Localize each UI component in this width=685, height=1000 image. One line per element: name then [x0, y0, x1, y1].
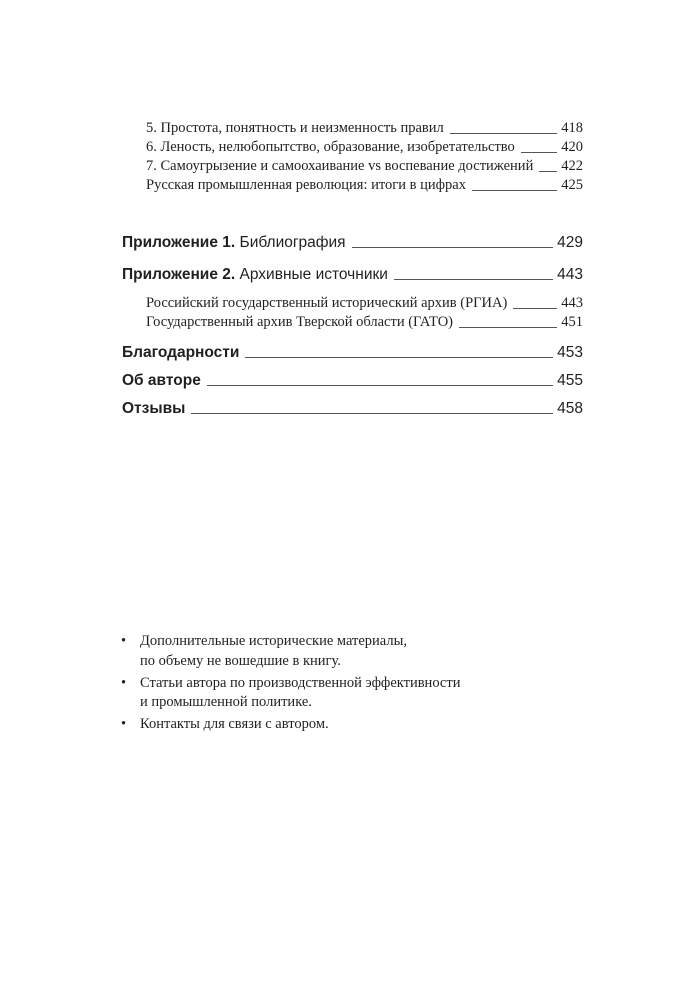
- list-item: [121, 674, 581, 713]
- bullet-icon: •: [121, 716, 127, 732]
- toc-page-number: 443: [557, 266, 583, 283]
- toc-entry-title: Об авторе: [122, 372, 201, 389]
- bullet-list: [121, 632, 581, 737]
- list-item: [121, 632, 581, 671]
- bullet-icon: •: [121, 633, 127, 649]
- toc-page-number: 420: [561, 139, 583, 155]
- list-item-line: Контакты для связи с автором.: [140, 716, 329, 732]
- dot-leader: [513, 308, 557, 309]
- appendix-label: Архивные источники: [239, 266, 388, 283]
- dot-leader: [191, 413, 553, 414]
- dot-leader: [521, 152, 557, 153]
- toc-appendix-1: [122, 232, 583, 252]
- list-item-line: по объему не вошедшие в книгу.: [140, 652, 341, 669]
- toc-entry-title: Российский государственный исторический архив (РГИА): [146, 295, 508, 311]
- dot-leader: [207, 385, 553, 386]
- dot-leader: [472, 190, 557, 191]
- toc-entry-title: Благодарности: [122, 344, 240, 361]
- appendix-label-bold: Приложение 1.: [122, 234, 236, 251]
- dot-leader: [539, 171, 557, 172]
- toc-page-number: 425: [561, 177, 583, 193]
- bullet-icon: •: [121, 674, 127, 691]
- toc-entry-title: Русская промышленная революция: итоги в цифрах: [146, 177, 466, 193]
- toc-entry: [146, 137, 583, 156]
- toc-page-number: 443: [561, 295, 583, 311]
- list-item: [121, 715, 581, 735]
- toc-page-number: 418: [561, 120, 583, 136]
- toc-entry-title: 5. Простота, понятность и неизменность правил: [146, 120, 444, 136]
- list-item-line: Статьи автора по производственной эффективности: [140, 674, 461, 691]
- toc-entry: [146, 118, 583, 137]
- list-item-line: и промышленной политике.: [140, 694, 312, 710]
- toc-entry-title: 6. Леность, нелюбопытство, образование, изобретательство: [146, 139, 515, 155]
- toc-reviews: [122, 398, 583, 418]
- toc-page-number: 429: [557, 234, 583, 251]
- dot-leader: [245, 357, 553, 358]
- toc-about-author: [122, 370, 583, 390]
- toc-acknowledgements: [122, 342, 583, 362]
- toc-entry-title: 7. Самоугрызение и самоохаивание vs воспевание достижений: [146, 158, 534, 174]
- dot-leader: [394, 279, 553, 280]
- dot-leader: [459, 327, 557, 328]
- dot-leader: [450, 133, 558, 134]
- toc-entry-title: Государственный архив Тверской области (ГАТО): [146, 314, 453, 330]
- toc-entry-title: Отзывы: [122, 400, 186, 417]
- toc-page-number: 422: [561, 158, 583, 174]
- toc-entry: [146, 312, 583, 331]
- toc-entry: [146, 293, 583, 312]
- toc-page-number: 451: [561, 314, 583, 330]
- toc-entry: [146, 175, 583, 194]
- dot-leader: [352, 247, 554, 248]
- appendix-label-bold: Приложение 2.: [122, 266, 236, 283]
- toc-page-number: 455: [557, 372, 583, 389]
- toc-appendix-2: [122, 264, 583, 284]
- list-item-line: Дополнительные исторические материалы,: [140, 633, 407, 649]
- appendix-label: Библиография: [239, 234, 346, 251]
- toc-entry: [146, 156, 583, 175]
- toc-page-number: 458: [557, 400, 583, 417]
- toc-page-number: 453: [557, 344, 583, 361]
